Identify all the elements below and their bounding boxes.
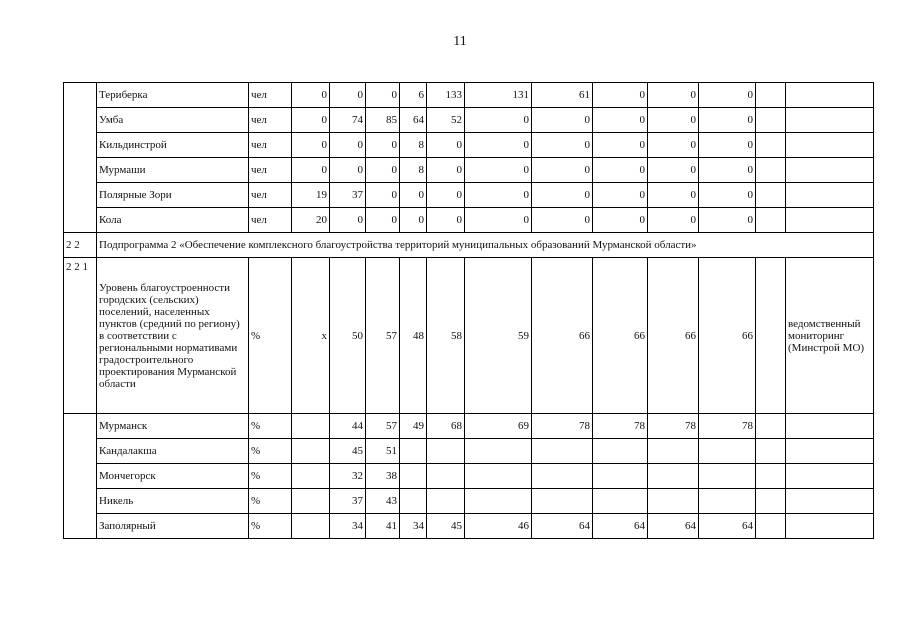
unit-cell: чел	[249, 133, 292, 158]
value-cell: 74	[330, 108, 366, 133]
value-cell: 61	[532, 83, 593, 108]
settlement-name: Полярные Зори	[97, 183, 249, 208]
indicator-value: 48	[400, 258, 427, 414]
value-cell: 78	[699, 414, 756, 439]
value-cell: 8	[400, 158, 427, 183]
table-row	[64, 489, 874, 514]
value-cell: 0	[648, 108, 699, 133]
value-cell: 0	[532, 158, 593, 183]
value-cell	[648, 464, 699, 489]
settlement-name: Кандалакша	[97, 439, 249, 464]
table-row	[64, 464, 874, 489]
value-cell: 0	[465, 158, 532, 183]
value-cell	[699, 464, 756, 489]
value-cell: 0	[427, 158, 465, 183]
value-cell: 0	[699, 133, 756, 158]
table-row	[64, 183, 874, 208]
empty-cell	[756, 208, 786, 233]
value-cell: 0	[465, 183, 532, 208]
value-cell	[465, 439, 532, 464]
source-cell	[786, 514, 874, 539]
value-cell	[400, 464, 427, 489]
value-cell: 0	[648, 183, 699, 208]
value-cell: 78	[532, 414, 593, 439]
indicator-value: 66	[699, 258, 756, 414]
unit-cell: %	[249, 489, 292, 514]
value-cell	[400, 489, 427, 514]
settlement-name: Териберка	[97, 83, 249, 108]
value-cell: 37	[330, 183, 366, 208]
indicator-value: 58	[427, 258, 465, 414]
value-cell: 68	[427, 414, 465, 439]
value-cell: 0	[330, 133, 366, 158]
value-cell: 0	[400, 208, 427, 233]
indicator-value: 50	[330, 258, 366, 414]
source-cell	[786, 208, 874, 233]
empty-cell	[756, 258, 786, 414]
value-cell	[593, 464, 648, 489]
value-cell: 0	[532, 133, 593, 158]
indicator-value: 59	[465, 258, 532, 414]
value-cell: 0	[593, 158, 648, 183]
subprogram-row	[64, 233, 874, 258]
table-row	[64, 439, 874, 464]
value-cell: 64	[593, 514, 648, 539]
value-cell: 38	[366, 464, 400, 489]
settlement-name: Заполярный	[97, 514, 249, 539]
empty-cell	[756, 108, 786, 133]
unit-cell: чел	[249, 83, 292, 108]
empty-cell	[756, 514, 786, 539]
value-cell: 6	[400, 83, 427, 108]
value-cell: 0	[648, 133, 699, 158]
settlement-name: Никель	[97, 489, 249, 514]
settlements-group-a	[64, 83, 874, 233]
table-row	[64, 108, 874, 133]
value-cell	[593, 439, 648, 464]
source-cell	[786, 158, 874, 183]
value-cell	[699, 489, 756, 514]
table-row	[64, 514, 874, 539]
value-cell: 0	[400, 183, 427, 208]
indicator-unit: %	[249, 258, 292, 414]
value-cell: 0	[593, 208, 648, 233]
value-cell: 0	[532, 108, 593, 133]
settlement-name: Кола	[97, 208, 249, 233]
value-cell: 0	[699, 158, 756, 183]
indicator-name: Уровень благоустроенности городских (сельских) поселений, населенных пунктов (средний по региону) в соответствии с региональными нормативами градостроительного проектирования Мурманской области	[97, 258, 249, 414]
settlement-name: Мурманск	[97, 414, 249, 439]
indicator-source: ведомственный мониторинг (Минстрой МО)	[786, 258, 874, 414]
table-row	[64, 133, 874, 158]
unit-cell: чел	[249, 158, 292, 183]
value-cell: 0	[465, 108, 532, 133]
empty-cell	[756, 133, 786, 158]
empty-cell	[756, 489, 786, 514]
settlement-name: Мончегорск	[97, 464, 249, 489]
value-cell: 45	[330, 439, 366, 464]
value-cell: 0	[532, 183, 593, 208]
value-cell: 64	[648, 514, 699, 539]
value-cell: 0	[330, 83, 366, 108]
settlement-name: Умба	[97, 108, 249, 133]
value-cell: 0	[330, 158, 366, 183]
indicator-value: 66	[593, 258, 648, 414]
value-cell	[427, 464, 465, 489]
empty-cell	[756, 464, 786, 489]
value-cell: 0	[292, 108, 330, 133]
value-cell: 43	[366, 489, 400, 514]
value-cell	[465, 489, 532, 514]
source-cell	[786, 108, 874, 133]
source-cell	[786, 414, 874, 439]
table-row	[64, 158, 874, 183]
value-cell: 0	[366, 133, 400, 158]
value-cell: 0	[366, 183, 400, 208]
value-cell: 0	[593, 83, 648, 108]
value-cell: 20	[292, 208, 330, 233]
value-cell: 64	[699, 514, 756, 539]
table-row	[64, 414, 874, 439]
subprogram-section	[64, 233, 874, 414]
value-cell: 64	[532, 514, 593, 539]
value-cell: 0	[366, 83, 400, 108]
empty-cell	[756, 439, 786, 464]
source-cell	[786, 439, 874, 464]
unit-cell: чел	[249, 108, 292, 133]
value-cell	[427, 489, 465, 514]
value-cell: 0	[292, 83, 330, 108]
unit-cell: %	[249, 464, 292, 489]
empty-cell	[756, 183, 786, 208]
value-cell: 0	[593, 183, 648, 208]
table-row	[64, 83, 874, 108]
value-cell	[465, 464, 532, 489]
value-cell: 0	[699, 108, 756, 133]
indicator-number: 2 2 1	[64, 258, 97, 414]
value-cell	[292, 514, 330, 539]
empty-cell	[756, 158, 786, 183]
indicator-value: 66	[648, 258, 699, 414]
value-cell: 0	[648, 208, 699, 233]
value-cell: 0	[699, 208, 756, 233]
value-cell	[400, 439, 427, 464]
indicator-row	[64, 258, 874, 414]
value-cell: 0	[427, 183, 465, 208]
value-cell: 0	[292, 133, 330, 158]
source-cell	[786, 83, 874, 108]
value-cell	[427, 439, 465, 464]
value-cell: 131	[465, 83, 532, 108]
value-cell	[532, 439, 593, 464]
value-cell: 69	[465, 414, 532, 439]
settlement-name: Мурмаши	[97, 158, 249, 183]
value-cell: 0	[532, 208, 593, 233]
value-cell: 0	[593, 108, 648, 133]
unit-cell: %	[249, 439, 292, 464]
value-cell	[648, 489, 699, 514]
value-cell: 45	[427, 514, 465, 539]
value-cell: 8	[400, 133, 427, 158]
value-cell: 0	[465, 208, 532, 233]
value-cell: 57	[366, 414, 400, 439]
indicator-value: x	[292, 258, 330, 414]
value-cell: 41	[366, 514, 400, 539]
indicator-value: 57	[366, 258, 400, 414]
value-cell	[532, 489, 593, 514]
value-cell	[593, 489, 648, 514]
table-row	[64, 208, 874, 233]
value-cell: 32	[330, 464, 366, 489]
value-cell: 0	[292, 158, 330, 183]
value-cell: 49	[400, 414, 427, 439]
empty-cell	[756, 83, 786, 108]
unit-cell: чел	[249, 208, 292, 233]
value-cell: 0	[427, 208, 465, 233]
empty-cell	[756, 414, 786, 439]
subprogram-title: Подпрограмма 2 «Обеспечение комплексного благоустройства территорий муниципальных образований Мурманской области»	[97, 233, 874, 258]
unit-cell: %	[249, 414, 292, 439]
value-cell: 0	[699, 183, 756, 208]
value-cell	[532, 464, 593, 489]
value-cell: 19	[292, 183, 330, 208]
value-cell: 51	[366, 439, 400, 464]
value-cell: 0	[366, 158, 400, 183]
indicator-value: 66	[532, 258, 593, 414]
value-cell	[292, 439, 330, 464]
value-cell: 0	[699, 83, 756, 108]
unit-cell: чел	[249, 183, 292, 208]
value-cell: 78	[648, 414, 699, 439]
indicators-table	[63, 82, 874, 539]
value-cell	[699, 439, 756, 464]
source-cell	[786, 464, 874, 489]
value-cell: 0	[427, 133, 465, 158]
value-cell: 37	[330, 489, 366, 514]
value-cell	[292, 489, 330, 514]
value-cell: 133	[427, 83, 465, 108]
settlements-group-b	[64, 414, 874, 539]
value-cell: 0	[593, 133, 648, 158]
section-number-cell	[64, 83, 97, 233]
value-cell: 0	[648, 158, 699, 183]
source-cell	[786, 489, 874, 514]
subprogram-number: 2 2	[64, 233, 97, 258]
unit-cell: %	[249, 514, 292, 539]
value-cell: 0	[330, 208, 366, 233]
section-number-cell	[64, 414, 97, 539]
value-cell	[648, 439, 699, 464]
settlement-name: Кильдинстрой	[97, 133, 249, 158]
value-cell: 34	[400, 514, 427, 539]
value-cell: 52	[427, 108, 465, 133]
page-number: 11	[453, 34, 467, 49]
value-cell: 44	[330, 414, 366, 439]
source-cell	[786, 183, 874, 208]
value-cell: 78	[593, 414, 648, 439]
value-cell: 64	[400, 108, 427, 133]
value-cell: 46	[465, 514, 532, 539]
value-cell: 0	[648, 83, 699, 108]
value-cell: 0	[366, 208, 400, 233]
value-cell	[292, 464, 330, 489]
value-cell: 34	[330, 514, 366, 539]
value-cell	[292, 414, 330, 439]
value-cell: 85	[366, 108, 400, 133]
value-cell: 0	[465, 133, 532, 158]
source-cell	[786, 133, 874, 158]
